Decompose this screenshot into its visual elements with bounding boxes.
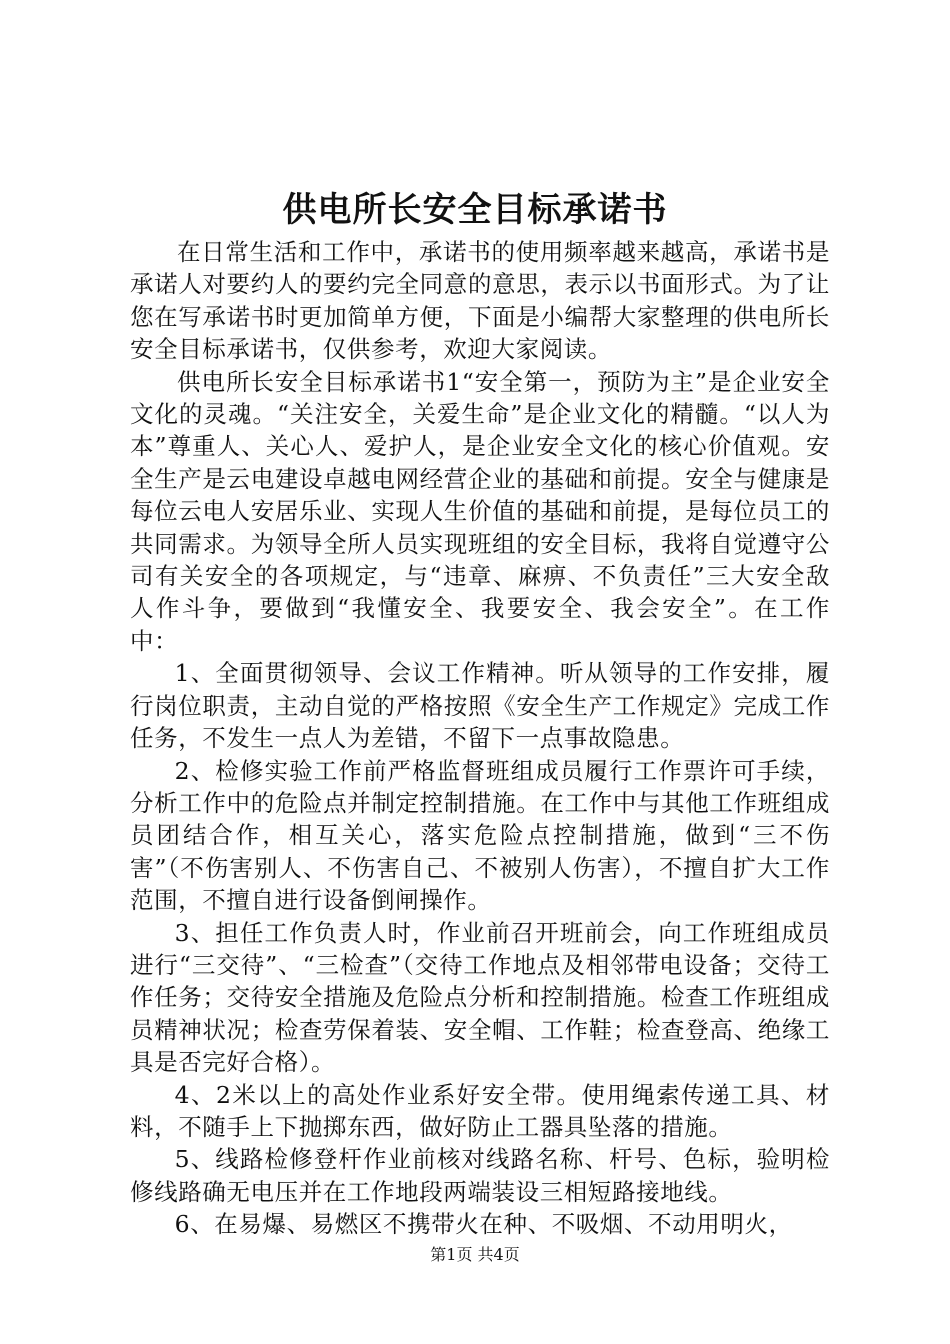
- page-footer: 第1页 共4页: [430, 1245, 520, 1264]
- item-paragraph-3: 3、担任工作负责人时，作业前召开班前会，向工作班组成员进行“三交待”、“三检查”（交待工作地点及相邻带电设备；交待工作任务；交待安全措施及危险点分析和控制措施。检查工作班组成员精神状况；检查劳保着装、安全帽、工作鞋；检查登高、绝缘工具是否完好合格）。: [130, 918, 830, 1077]
- item-paragraph-2: 2、检修实验工作前严格监督班组成员履行工作票许可手续，分析工作中的危险点并制定控制措施。在工作中与其他工作班组成员团结合作，相互关心，落实危险点控制措施，做到“三不伤害”（不伤害别人、不伤害自己、不被别人伤害），不擅自扩大工作范围，不擅自进行设备倒闸操作。: [130, 756, 830, 915]
- item-paragraph-5: 5、线路检修登杆作业前核对线路名称、杆号、色标，验明检修线路确无电压并在工作地段两端装设三相短路接地线。: [130, 1145, 830, 1206]
- commitment-paragraph: 供电所长安全目标承诺书1“安全第一，预防为主”是企业安全文化的灵魂。“关注安全，关爱生命”是企业文化的精髓。“以人为本”尊重人、关心人、爱护人，是企业安全文化的核心价值观。安全生产是云电建设卓越电网经营企业的基础和前提。安全与健康是每位云电人安居乐业、实现人生价值的基础和前提，是每位员工的共同需求。为领导全所人员实现班组的安全目标，我将自觉遵守公司有关安全的各项规定，与“违章、麻痹、不负责任”三大安全敌人作斗争，要做到“我懂安全、我要安全、我会安全”。在工作中：: [130, 367, 830, 655]
- intro-paragraph: 在日常生活和工作中，承诺书的使用频率越来越高，承诺书是承诺人对要约人的要约完全同意的意思，表示以书面形式。为了让您在写承诺书时更加简单方便，下面是小编帮大家整理的供电所长安全目标承诺书，仅供参考，欢迎大家阅读。: [130, 238, 830, 364]
- document-title: 供电所长安全目标承诺书: [282, 190, 668, 230]
- item-paragraph-4: 4、2米以上的高处作业系好安全带。使用绳索传递工具、材料，不随手上下抛掷东西，做好防止工器具坠落的措施。: [130, 1080, 830, 1141]
- document-body: [130, 236, 830, 1241]
- item-paragraph-1: 1、全面贯彻领导、会议工作精神。听从领导的工作安排，履行岗位职责，主动自觉的严格按照《安全生产工作规定》完成工作任务，不发生一点人为差错，不留下一点事故隐患。: [130, 659, 830, 753]
- item-paragraph-6: 6、在易爆、易燃区不携带火在种、不吸烟、不动用明火，: [174, 1210, 793, 1239]
